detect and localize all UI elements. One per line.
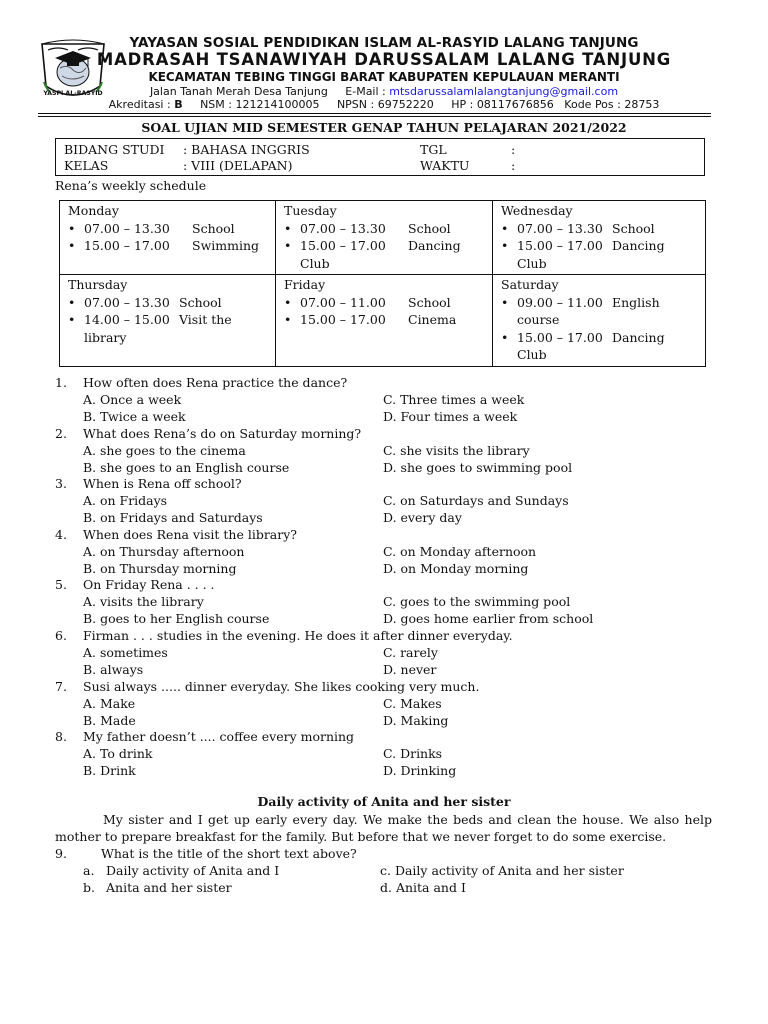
class-value: : VIII (DELAPAN) xyxy=(183,158,293,173)
email-link[interactable]: mtsdarussalamlalangtanjung@gmail.com xyxy=(389,85,619,98)
option-d[interactable]: D. every day xyxy=(383,510,462,525)
question-number: 3. xyxy=(55,476,67,491)
option-c[interactable]: C. Drinks xyxy=(383,746,443,761)
question-number: 1. xyxy=(55,375,67,390)
foundation-name: YAYASAN SOSIAL PENDIDIKAN ISLAM AL-RASYID LALANG TANJUNG xyxy=(129,35,639,51)
day-label: Thursday xyxy=(68,277,128,292)
option-b[interactable]: B. on Thursday morning xyxy=(83,561,237,576)
schedule-cell-monday xyxy=(60,201,276,275)
district-name: KECAMATAN TEBING TINGGI BARAT KABUPATEN KEPULAUAN MERANTI xyxy=(148,70,620,84)
question-number: 7. xyxy=(55,679,67,694)
option-b[interactable]: B. goes to her English course xyxy=(83,611,270,626)
schedule-table xyxy=(59,200,706,367)
schedule-entry: • 15.00 – 17.00 Swimming xyxy=(68,237,269,255)
question-text: My father doesn’t .... coffee every morning xyxy=(83,729,355,744)
schedule-cell-friday xyxy=(276,275,493,367)
day-label: Friday xyxy=(284,277,326,292)
exam-title: SOAL UJIAN MID SEMESTER GENAP TAHUN PELAJARAN 2021/2022 xyxy=(141,120,627,135)
option-letter: b. xyxy=(83,880,95,895)
option-b[interactable]: B. on Fridays and Saturdays xyxy=(83,510,263,525)
schedule-entry: • 07.00 – 13.30 School xyxy=(68,220,269,238)
option-a[interactable]: A. she goes to the cinema xyxy=(83,443,246,458)
hp-value: 08117676856 xyxy=(476,98,554,111)
time-value: : xyxy=(511,158,516,173)
option-d[interactable]: D. never xyxy=(383,662,437,677)
npsn-value: 69752220 xyxy=(377,98,434,111)
schedule-entry: • 15.00 – 17.00 Dancing Club xyxy=(501,237,699,272)
schedule-cell-wednesday xyxy=(493,201,706,275)
reading-title: Daily activity of Anita and her sister xyxy=(257,794,511,809)
option-c[interactable]: C. rarely xyxy=(383,645,438,660)
header-divider xyxy=(38,113,711,114)
option-a[interactable]: A. sometimes xyxy=(83,645,168,660)
day-label: Monday xyxy=(68,203,119,218)
option-b[interactable]: B. she goes to an English course xyxy=(83,460,290,475)
date-value: : xyxy=(511,142,516,157)
option-c[interactable]: c. Daily activity of Anita and her sister xyxy=(380,863,624,878)
schedule-row xyxy=(60,201,706,275)
schedule-cell-thursday xyxy=(60,275,276,367)
option-c[interactable]: C. on Monday afternoon xyxy=(383,544,537,559)
option-a[interactable]: A. To drink xyxy=(83,746,153,761)
schedule-cell-saturday xyxy=(493,275,706,367)
subject-value: : BAHASA INGGRIS xyxy=(183,142,310,157)
option-d[interactable]: D. on Monday morning xyxy=(383,561,529,576)
option-c[interactable]: C. on Saturdays and Sundays xyxy=(383,493,569,508)
question-text: On Friday Rena . . . . xyxy=(83,577,215,592)
accreditation-label: Akreditasi : xyxy=(108,98,171,111)
question-text: Firman . . . studies in the evening. He does it after dinner everyday. xyxy=(83,628,513,643)
schedule-entry: • 07.00 – 13.30 School xyxy=(284,220,486,238)
option-a[interactable]: A. Make xyxy=(83,696,136,711)
accreditation-line xyxy=(0,98,768,111)
option-b[interactable]: B. Twice a week xyxy=(83,409,186,424)
address: Jalan Tanah Merah Desa Tanjung xyxy=(149,85,328,98)
schedule-cell-tuesday xyxy=(276,201,493,275)
question-text: How often does Rena practice the dance? xyxy=(83,375,348,390)
schedule-entry: • 07.00 – 13.30 School xyxy=(68,294,269,312)
question-number: 5. xyxy=(55,577,67,592)
schedule-entry: • 07.00 – 11.00 School xyxy=(284,294,486,312)
date-label: TGL xyxy=(420,142,447,157)
nsm-value: 121214100005 xyxy=(235,98,320,111)
question-text: Susi always ..... dinner everyday. She likes cooking very much. xyxy=(83,679,480,694)
schedule-entry: • 09.00 – 11.00 English course xyxy=(501,294,699,329)
option-a[interactable]: A. visits the library xyxy=(83,594,204,609)
question-text: When does Rena visit the library? xyxy=(83,527,297,542)
npsn-label: NPSN : xyxy=(336,98,375,111)
option-a[interactable]: Daily activity of Anita and I xyxy=(106,863,280,878)
option-b[interactable]: B. always xyxy=(83,662,144,677)
email-label: E-Mail : xyxy=(345,85,386,98)
question-number: 6. xyxy=(55,628,67,643)
schedule-entry: • 15.00 – 17.00 Dancing Club xyxy=(501,329,699,364)
question-text: What does Rena’s do on Saturday morning? xyxy=(83,426,362,441)
schedule-caption: Rena’s weekly schedule xyxy=(55,178,207,193)
postal-value: 28753 xyxy=(624,98,660,111)
option-d[interactable]: D. Making xyxy=(383,713,449,728)
option-b[interactable]: B. Made xyxy=(83,713,136,728)
option-a[interactable]: A. on Thursday afternoon xyxy=(83,544,245,559)
address-line xyxy=(0,85,768,98)
option-d[interactable]: D. Drinking xyxy=(383,763,457,778)
schedule-entry: • 15.00 – 17.00 Dancing Club xyxy=(284,237,486,272)
day-label: Wednesday xyxy=(501,203,573,218)
schedule-entry: • 15.00 – 17.00 Cinema xyxy=(284,311,486,329)
reading-paragraph: My sister and I get up early every day. We make the beds and clean the house. We also help mother to prepare breakfast for the family. But before that we never forget to do some exercise. xyxy=(55,812,712,844)
option-b[interactable]: Anita and her sister xyxy=(106,880,232,895)
schedule-entry: • 07.00 – 13.30 School xyxy=(501,220,699,238)
school-name: MADRASAH TSANAWIYAH DARUSSALAM LALANG TANJUNG xyxy=(96,50,672,69)
option-c[interactable]: C. Three times a week xyxy=(383,392,525,407)
option-d[interactable]: D. goes home earlier from school xyxy=(383,611,594,626)
question-text: When is Rena off school? xyxy=(83,476,242,491)
option-b[interactable]: B. Drink xyxy=(83,763,136,778)
question-number: 2. xyxy=(55,426,67,441)
class-label: KELAS xyxy=(64,158,109,173)
option-c[interactable]: C. goes to the swimming pool xyxy=(383,594,571,609)
accreditation-value: B xyxy=(174,98,183,111)
day-label: Saturday xyxy=(501,277,559,292)
option-d[interactable]: d. Anita and I xyxy=(380,880,466,895)
option-d[interactable]: D. Four times a week xyxy=(383,409,518,424)
header-divider-2 xyxy=(38,116,711,117)
hp-label: HP : xyxy=(451,98,474,111)
option-c[interactable]: C. she visits the library xyxy=(383,443,530,458)
day-label: Tuesday xyxy=(284,203,337,218)
postal-label: Kode Pos : xyxy=(564,98,621,111)
logo-text: YASPI AL-RASYID xyxy=(43,90,103,97)
option-c[interactable]: C. Makes xyxy=(383,696,442,711)
option-letter: a. xyxy=(83,863,95,878)
option-d[interactable]: D. she goes to swimming pool xyxy=(383,460,573,475)
question-text: What is the title of the short text above? xyxy=(101,846,357,861)
schedule-entry: • 14.00 – 15.00 Visit the library xyxy=(68,311,269,346)
question-number: 8. xyxy=(55,729,67,744)
question-number: 4. xyxy=(55,527,67,542)
option-a[interactable]: A. on Fridays xyxy=(83,493,168,508)
subject-label: BIDANG STUDI xyxy=(64,142,165,157)
nsm-label: NSM : xyxy=(200,98,232,111)
question-number: 9. xyxy=(55,846,67,861)
time-label: WAKTU xyxy=(420,158,470,173)
option-a[interactable]: A. Once a week xyxy=(83,392,182,407)
schedule-row xyxy=(60,275,706,367)
